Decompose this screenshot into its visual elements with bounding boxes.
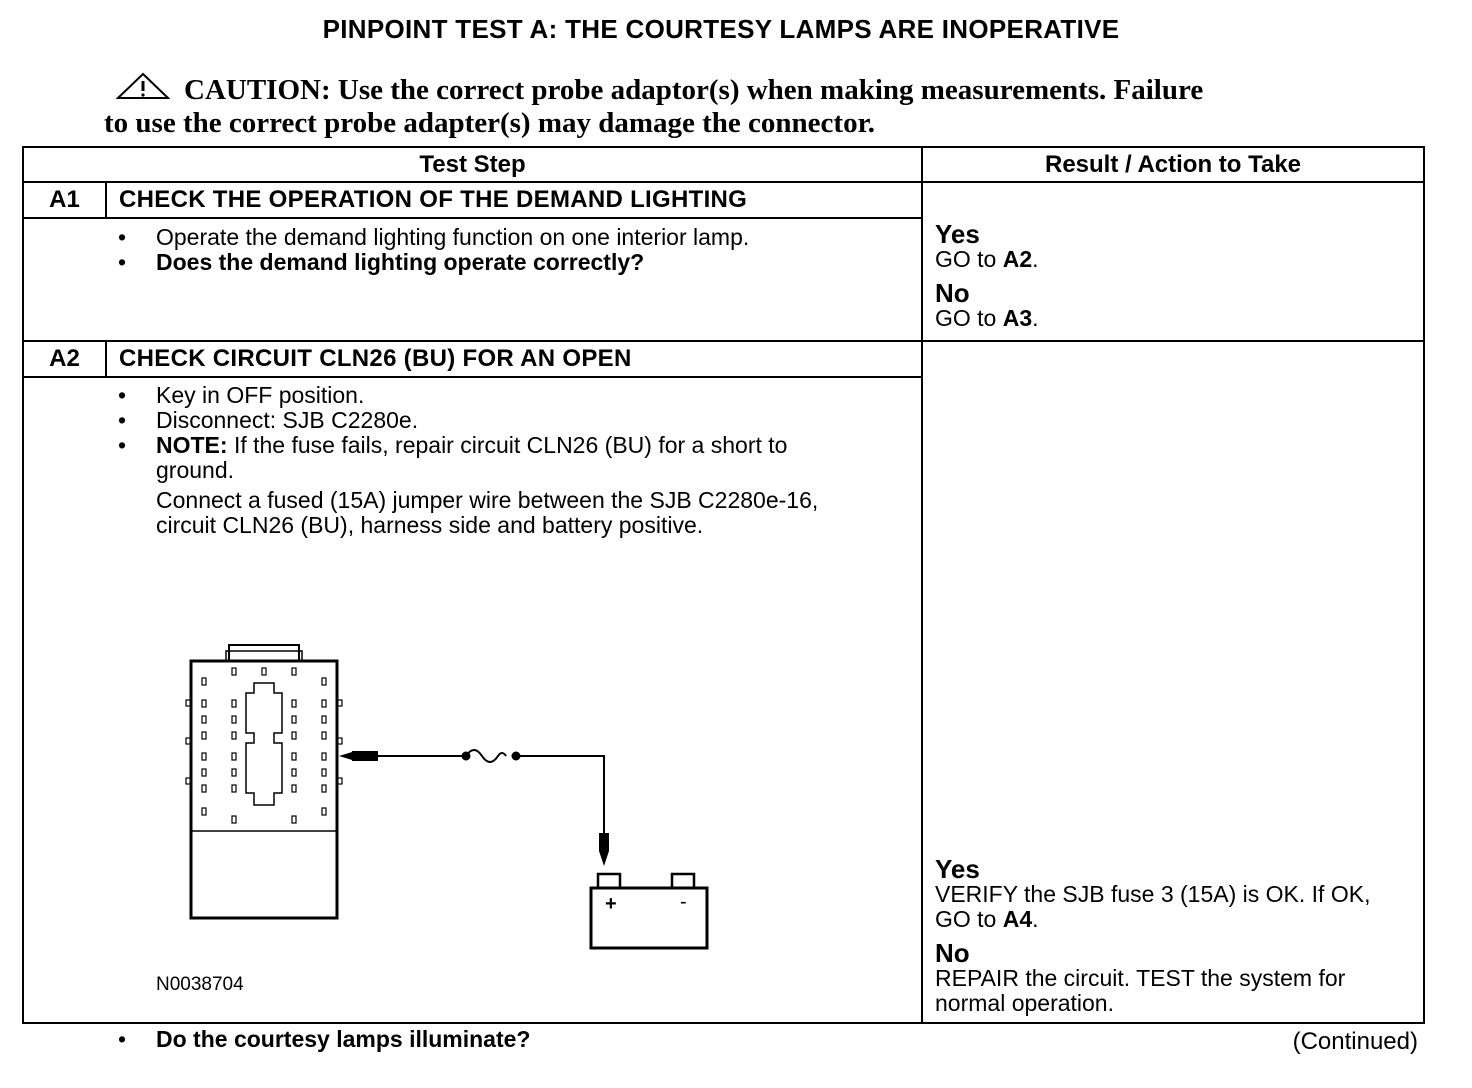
- figure-id: N0038704: [156, 974, 244, 995]
- list-item: • Does the demand lighting operate correctly?: [118, 249, 645, 275]
- page-title: PINPOINT TEST A: THE COURTESY LAMPS ARE INOPERATIVE: [322, 14, 1120, 44]
- list-item: • Operate the demand lighting function on one interior lamp.: [118, 224, 750, 250]
- result-a1-yes-action: GO to A2.: [935, 246, 1039, 272]
- caution-line1: Use the correct probe adaptor(s) when making measurements. Failure: [330, 74, 1204, 106]
- result-a1: [922, 182, 1424, 341]
- step-id-a1: A1: [23, 182, 106, 218]
- result-a2-yes-action: VERIFY the SJB fuse 3 (15A) is OK. If OK, GO to A4.: [935, 881, 1371, 932]
- warning-triangle-icon: [116, 72, 170, 100]
- step-body-a2: [23, 377, 922, 1052]
- result-a1-no: No: [935, 278, 970, 308]
- battery-positive-label: +: [605, 893, 617, 915]
- step-heading-a1: CHECK THE OPERATION OF THE DEMAND LIGHTING: [106, 182, 922, 218]
- header-result: Result / Action to Take: [922, 147, 1424, 182]
- step-body-a1: [23, 218, 922, 341]
- result-a2-no-action: REPAIR the circuit. TEST the system for normal operation.: [935, 965, 1346, 1016]
- caution-line2: to use the correct probe adapter(s) may damage the connector.: [104, 107, 876, 139]
- connect-instruction: Connect a fused (15A) jumper wire between the SJB C2280e-16, circuit CLN26 (BU), harness side and battery positive.: [156, 487, 819, 538]
- list-item: • Do the courtesy lamps illuminate?: [118, 1026, 531, 1052]
- result-a1-yes: Yes: [935, 219, 980, 249]
- list-item: • Disconnect: SJB C2280e.: [118, 407, 419, 433]
- result-a1-no-action: GO to A3.: [935, 305, 1039, 331]
- step-heading-a2: CHECK CIRCUIT CLN26 (BU) FOR AN OPEN: [106, 341, 922, 377]
- header-test-step: Test Step: [23, 147, 922, 182]
- caution-label: CAUTION:: [184, 74, 331, 106]
- list-item: • Key in OFF position.: [118, 382, 365, 408]
- battery-negative-label: -: [680, 891, 687, 913]
- jumper-wire-diagram: [174, 638, 734, 958]
- battery: [591, 874, 707, 948]
- caution-notice: [104, 74, 1304, 140]
- result-a2-no: No: [935, 938, 970, 968]
- fused-jumper-wire: [339, 750, 609, 866]
- step-id-a2: A2: [23, 341, 106, 377]
- result-a2-yes: Yes: [935, 854, 980, 884]
- list-item: • NOTE: If the fuse fails, repair circuit CLN26 (BU) for a short to ground.: [118, 432, 788, 483]
- connector-sjb-c2280e: [186, 645, 342, 918]
- continued-label: (Continued): [1292, 1028, 1418, 1055]
- result-a2: [922, 341, 1424, 1023]
